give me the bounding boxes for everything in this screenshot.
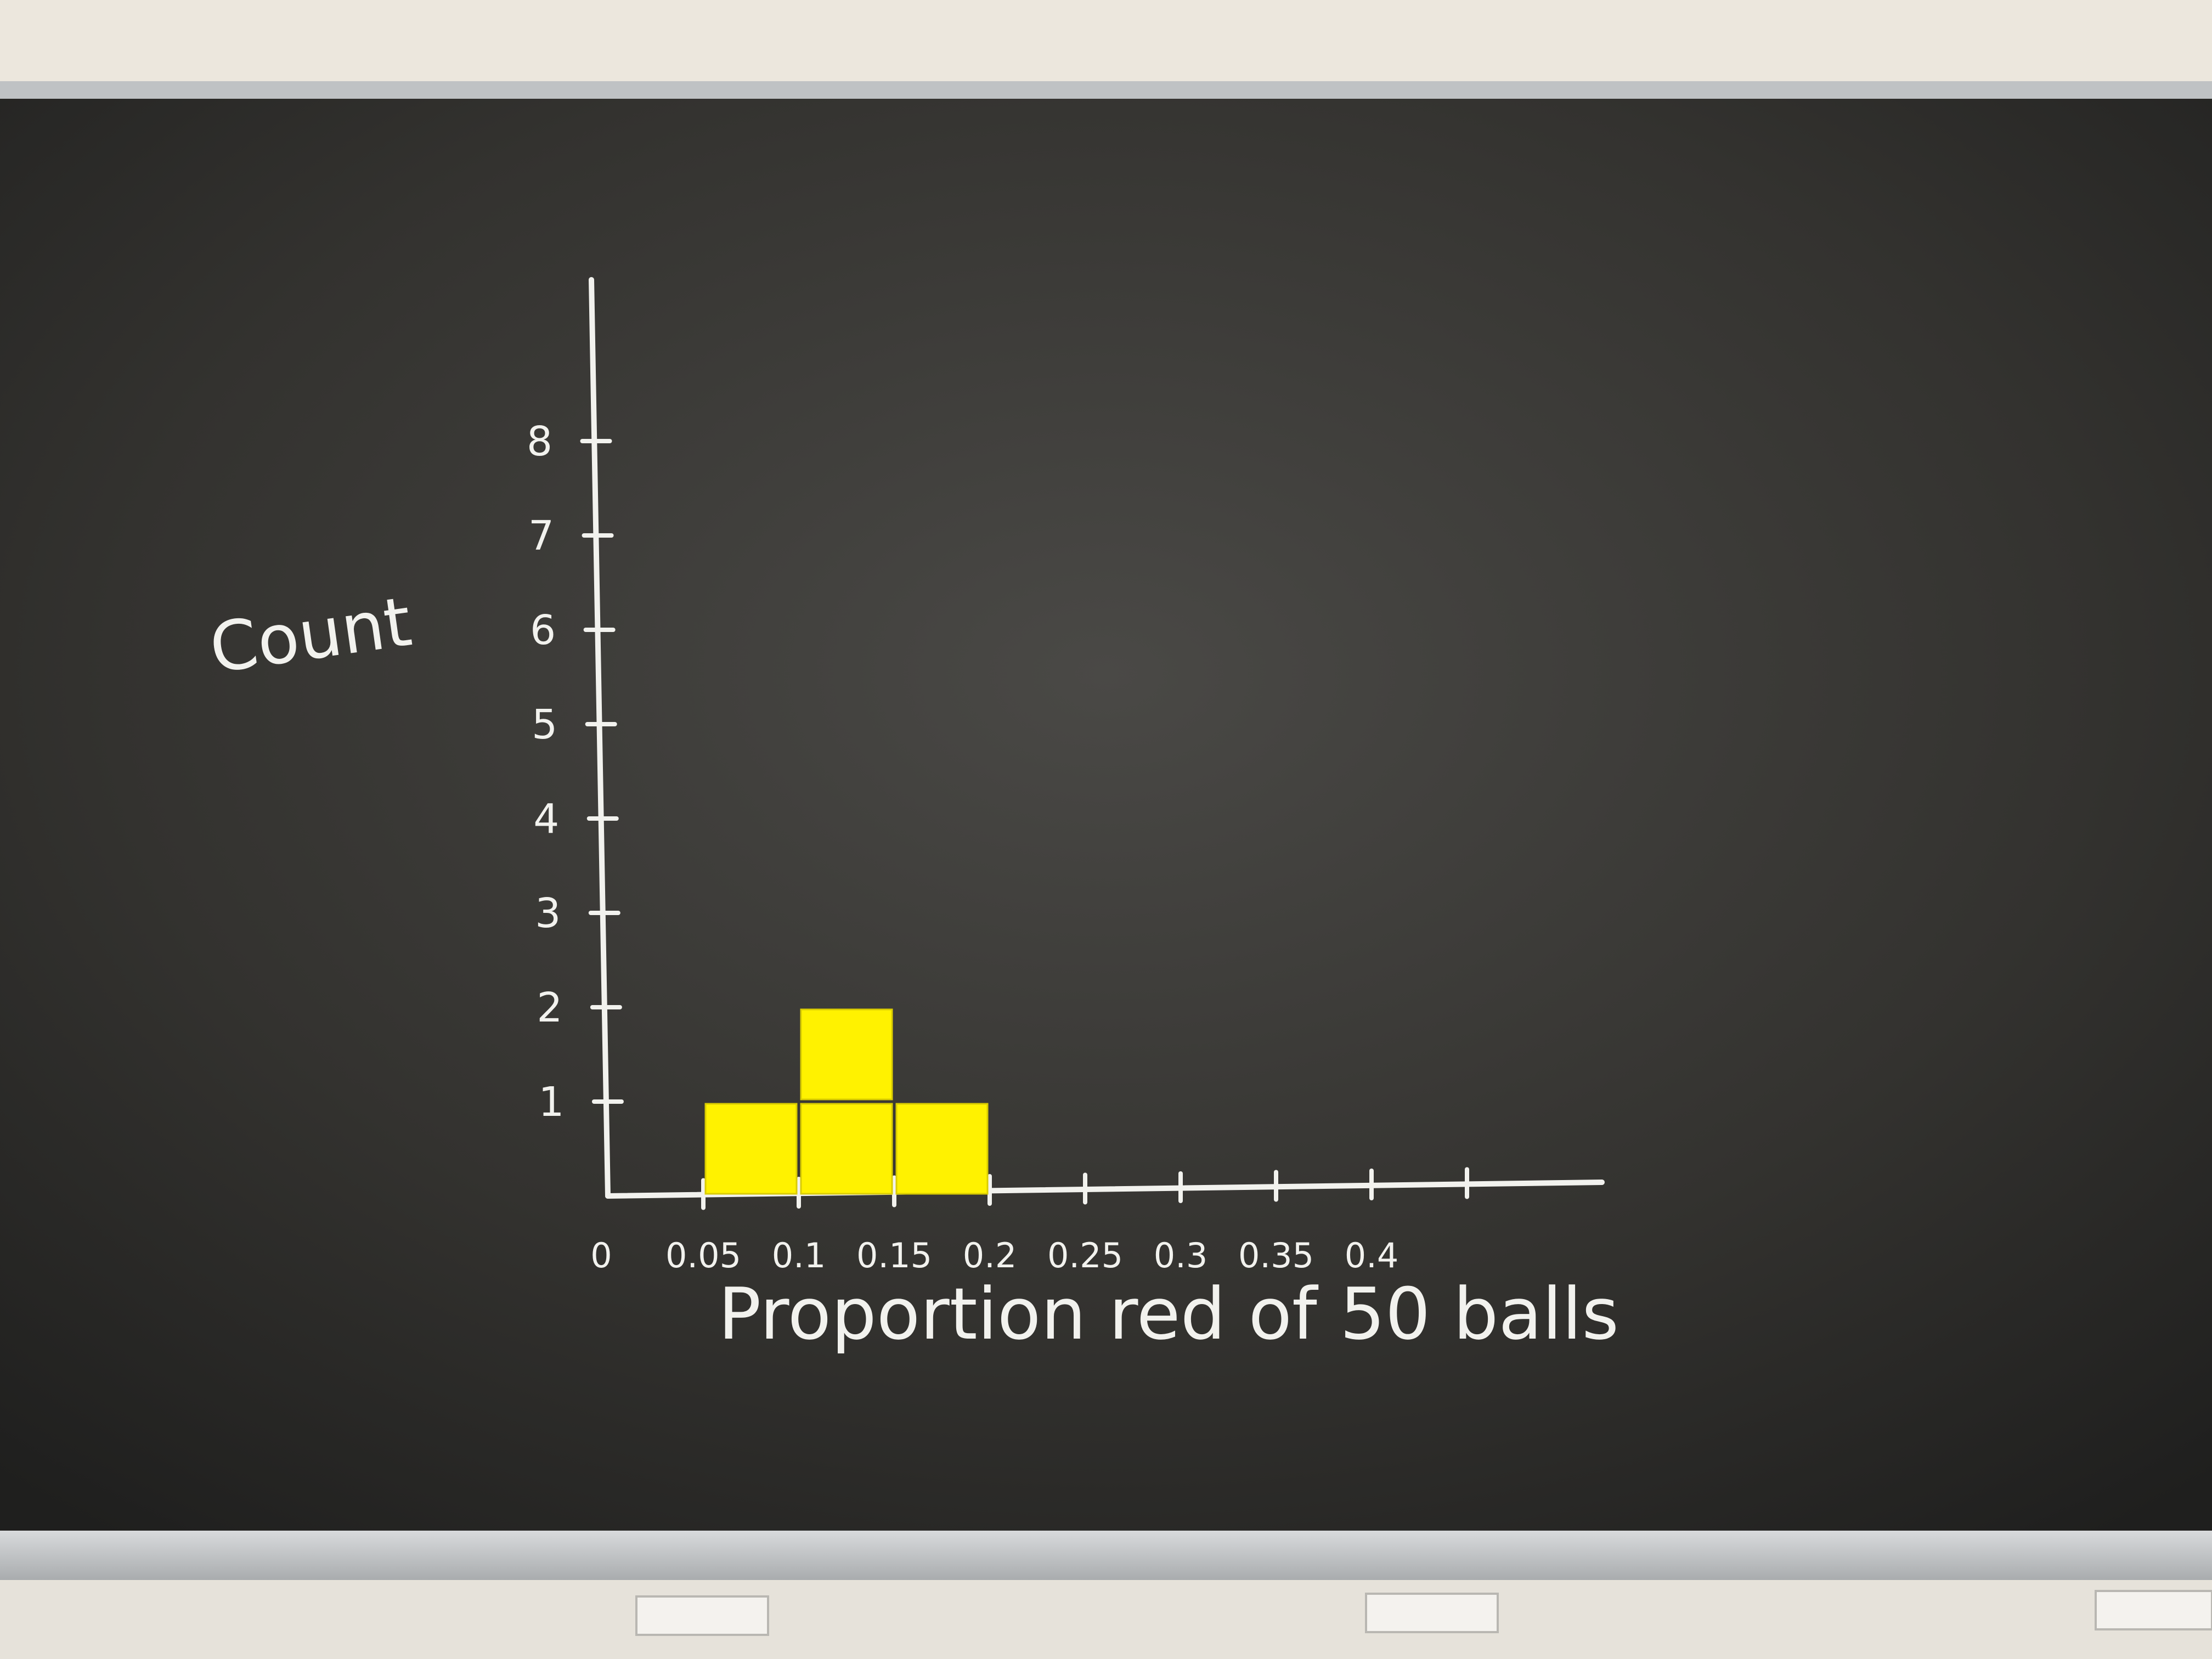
x-tick-label-0.25: 0.25 bbox=[1047, 1235, 1124, 1276]
x-tick-label-0.05: 0.05 bbox=[665, 1235, 742, 1276]
y-tick-label-8: 8 bbox=[526, 418, 553, 465]
sticky-note-bar-0.1-2 bbox=[801, 1009, 892, 1099]
x-tick-label-0.15: 0.15 bbox=[856, 1235, 933, 1276]
y-tick-label-7: 7 bbox=[528, 512, 555, 560]
x-tick-label-0.35: 0.35 bbox=[1238, 1235, 1314, 1276]
wall-top bbox=[0, 0, 2212, 88]
sticky-note-bar-0.1-1 bbox=[801, 1104, 892, 1194]
y-tick-label-1: 1 bbox=[538, 1079, 565, 1126]
y-tick-label-5: 5 bbox=[532, 701, 558, 748]
sticky-note-bar-0.05-1 bbox=[706, 1104, 797, 1194]
x-tick-label-0.1: 0.1 bbox=[771, 1235, 826, 1276]
wall-bottom bbox=[0, 1569, 2212, 1659]
outlet-left bbox=[636, 1596, 768, 1635]
outlet-right bbox=[2096, 1591, 2212, 1629]
y-tick-label-2: 2 bbox=[537, 984, 563, 1031]
chalk-tray bbox=[0, 1531, 2212, 1580]
sticky-note-bar-0.15-1 bbox=[896, 1104, 988, 1194]
x-axis-label: Proportion red of 50 balls bbox=[718, 1272, 1620, 1356]
x-tick-label-0: 0 bbox=[590, 1235, 612, 1276]
y-tick-label-6: 6 bbox=[530, 607, 556, 654]
x-tick-label-0.4: 0.4 bbox=[1344, 1235, 1399, 1276]
y-axis-label: Count bbox=[205, 582, 416, 689]
x-tick-label-0.2: 0.2 bbox=[962, 1235, 1017, 1276]
y-tick-label-4: 4 bbox=[533, 795, 560, 843]
outlet-middle bbox=[1366, 1594, 1498, 1632]
x-tick-label-0.3: 0.3 bbox=[1153, 1235, 1208, 1276]
y-tick-label-3: 3 bbox=[535, 890, 561, 937]
